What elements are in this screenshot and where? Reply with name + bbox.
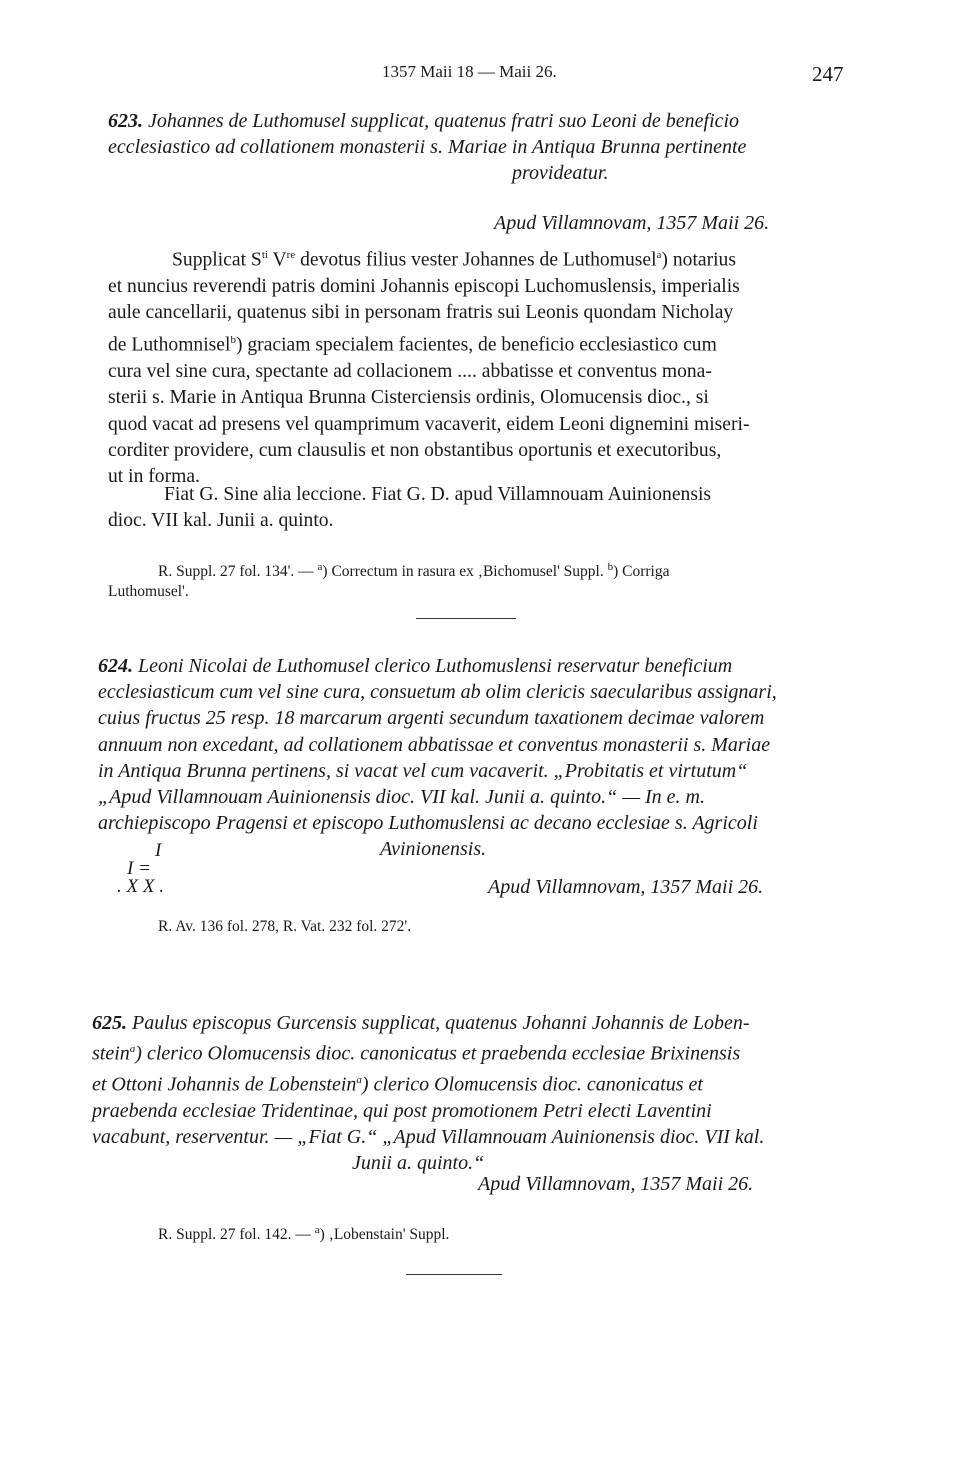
body-line: cura vel sine cura, spectante ad collacionem .... abbatisse et conventus mona- — [108, 360, 712, 382]
summary-line: et Ottoni Johannis de Lobenstein$^a$) clerico Olomucensis dioc. canonicatus et — [92, 1073, 703, 1096]
body-line: corditer providere, cum clausulis et non obstantibus oportunis et executoribus, — [108, 439, 722, 461]
fiat-line: dioc. VII kal. Junii a. quinto. — [108, 510, 334, 532]
summary-line: ecclesiasticum cum vel sine cura, consuetum ab olim clericis saecularibus assignari, — [98, 681, 777, 704]
fiat-line: Fiat G. Sine alia leccione. Fiat G. D. apud Villamnouam Auinionensis — [164, 484, 712, 505]
summary-line: provideatur. — [512, 162, 609, 185]
entry-623-body — [108, 242, 846, 491]
body-line: de Luthomnisel$^b$) graciam specialem facientes, de beneficio ecclesiastico cum — [108, 333, 717, 356]
summary-line: Leoni Nicolai de Luthomusel clerico Luthomuslensi reservatur beneficium — [138, 655, 733, 677]
footnote: R. Av. 136 fol. 278, R. Vat. 232 fol. 272'. — [158, 918, 412, 935]
separator-rule — [416, 618, 516, 619]
marginal-marks: I I = . X X . — [117, 840, 164, 897]
running-title: 1357 Maii 18 — Maii 26. — [382, 62, 557, 81]
entry-625-summary — [92, 1010, 840, 1177]
entry-number: 623. — [108, 110, 143, 132]
summary-line: Paulus episcopus Gurcensis supplicat, quatenus Johanni Johannis de Loben- — [132, 1012, 750, 1034]
separator-rule — [406, 1274, 502, 1275]
place-date: Apud Villamnovam, 1357 Maii 26. — [478, 1173, 754, 1195]
summary-line: vacabunt, reserventur. — „Fiat G.“ „Apud Villamnouam Auinionensis dioc. VII kal. — [92, 1126, 765, 1149]
footnote: R. Suppl. 27 fol. 142. — $^a$) ‚Lobenstain' Suppl. — [158, 1224, 450, 1244]
summary-line: annuum non excedant, ad collationem abbatissae et conventus monasterii s. Mariae — [98, 733, 771, 756]
summary-line: „Apud Villamnouam Auinionensis dioc. VII kal. Junii a. quinto.“ — In e. m. — [98, 786, 705, 809]
body-line: aule cancellarii, quatenus sibi in personam fratris sui Leonis quondam Nicholay — [108, 302, 734, 324]
summary-line: praebenda ecclesiae Tridentinae, qui post promotionem Petri electi Laventini — [92, 1099, 712, 1122]
body-line: ut in forma. — [108, 466, 200, 488]
summary-line: archiepiscopo Pragensi et episcopo Luthomuslensi ac decano ecclesiae s. Agricoli — [98, 812, 758, 835]
summary-line: Junii a. quinto.“ — [352, 1152, 485, 1175]
summary-line: ecclesiastico ad collationem monasterii s. Mariae in Antiqua Brunna pertinente — [108, 136, 747, 159]
place-date: Apud Villamnovam, 1357 Maii 26. — [488, 876, 764, 898]
fiat-block — [108, 482, 846, 535]
place-date: Apud Villamnovam, 1357 Maii 26. — [494, 212, 770, 234]
summary-line: Avinionensis. — [380, 838, 487, 861]
entry-number: 624. — [98, 655, 133, 677]
body-line: sterii s. Marie in Antiqua Brunna Cisterciensis ordinis, Olomucensis dioc., si — [108, 387, 709, 409]
footnote: R. Suppl. 27 fol. 134'. — $^a$) Correctum in rasura ex ‚Bichomusel' Suppl. $^b$) Corriga Luthomusel'. — [108, 561, 670, 601]
summary-line: cuius fructus 25 resp. 18 marcarum argenti secundum taxationem decimae valorem — [98, 707, 765, 730]
body-line: Supplicat $S^{ti}$ Vre devotus filius vester Johannes de Luthomusel$^a$) notarius — [172, 249, 736, 271]
entry-624-summary — [98, 653, 846, 863]
summary-line: in Antiqua Brunna pertinens, si vacat vel cum vacaverit. „Probitatis et virtutum“ — [98, 759, 748, 782]
body-line: et nuncius reverendi patris domini Johannis episcopi Luchomuslensis, imperialis — [108, 275, 740, 297]
body-line: quod vacat ad presens vel quamprimum vacaverit, eidem Leoni dignemini miseri- — [108, 413, 750, 435]
summary-line: stein$^a$) clerico Olomucensis dioc. canonicatus et praebenda ecclesiae Brixinensis — [92, 1042, 741, 1065]
page-number: 247 — [812, 62, 844, 86]
entry-623-summary — [108, 108, 848, 187]
entry-number: 625. — [92, 1012, 127, 1034]
summary-line: Johannes de Luthomusel supplicat, quatenus fratri suo Leoni de beneficio — [148, 110, 740, 132]
